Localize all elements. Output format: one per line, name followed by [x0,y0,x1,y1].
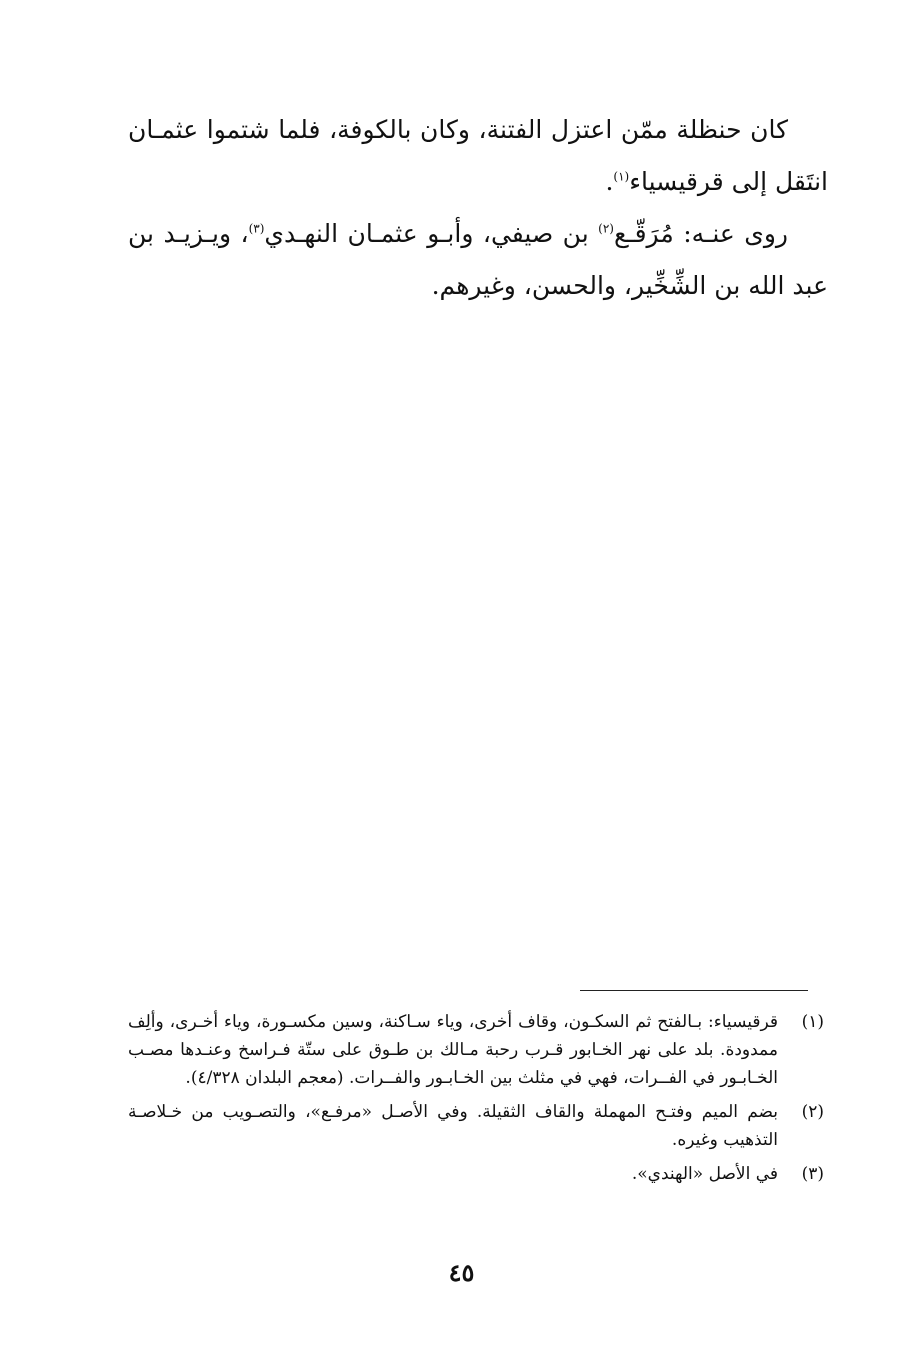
paragraph-1-text: كان حنظلة ممّن اعتزل الفتنة، وكان بالكوفة، فلما شتموا عثمـان انتَقل إلى قرقيسياء [128,115,828,196]
paragraph-2 [128,208,828,312]
page-number: ٤٥ [448,1258,475,1287]
paragraph-2-text-a: روى عنـه: مُرَقّـع [613,219,789,248]
footnote-text: قرقيسياء: بـالفتح ثم السكـون، وقاف أخرى، وياء سـاكنة، وسين مكسـورة، وياء أخـرى، وألِف ممدودة. بلد على نهر الخـابور قـرب رحبة مـالك بن طـوق على ستّة فـراسخ وعنـدها مصـب الخـابـور في الفــرات، فهي في مثلث بين الخـابـور والفــرات. (معجم البلدان ٤/٣٢٨). [128,1012,778,1088]
footnote-number: (١) [801,1012,824,1032]
footnote-number: (٢) [801,1102,824,1122]
footnote-number: (٣) [801,1164,824,1184]
paragraph-1-end: . [605,167,614,196]
footnote-divider [580,990,808,991]
paragraph-2-text-c: ، ويـزيـد بن عبد الله بن الشِّخِّير، والحسن، وغيرهم. [128,219,828,300]
footnote-ref-1: (١) [613,169,630,184]
footnote-ref-2: (٢) [598,221,614,236]
paragraph-2-text-b: بن صيفي، وأبـو عثمـان النهـدي [264,219,599,248]
paragraph-1 [128,104,828,208]
footnote-1 [128,1008,824,1092]
main-text [128,104,828,312]
footnote-3 [128,1160,824,1188]
footnote-text: بضم الميم وفتـح المهملة والقاف الثقيلة. وفي الأصـل «مرفـع»، والتصـويب من خـلاصـة التذهيب وغيره. [128,1102,778,1150]
footnote-ref-3: (٣) [248,221,265,236]
footnote-2 [128,1098,824,1154]
footnote-text: في الأصل «الهندي». [631,1164,778,1184]
footnotes [128,1008,824,1194]
